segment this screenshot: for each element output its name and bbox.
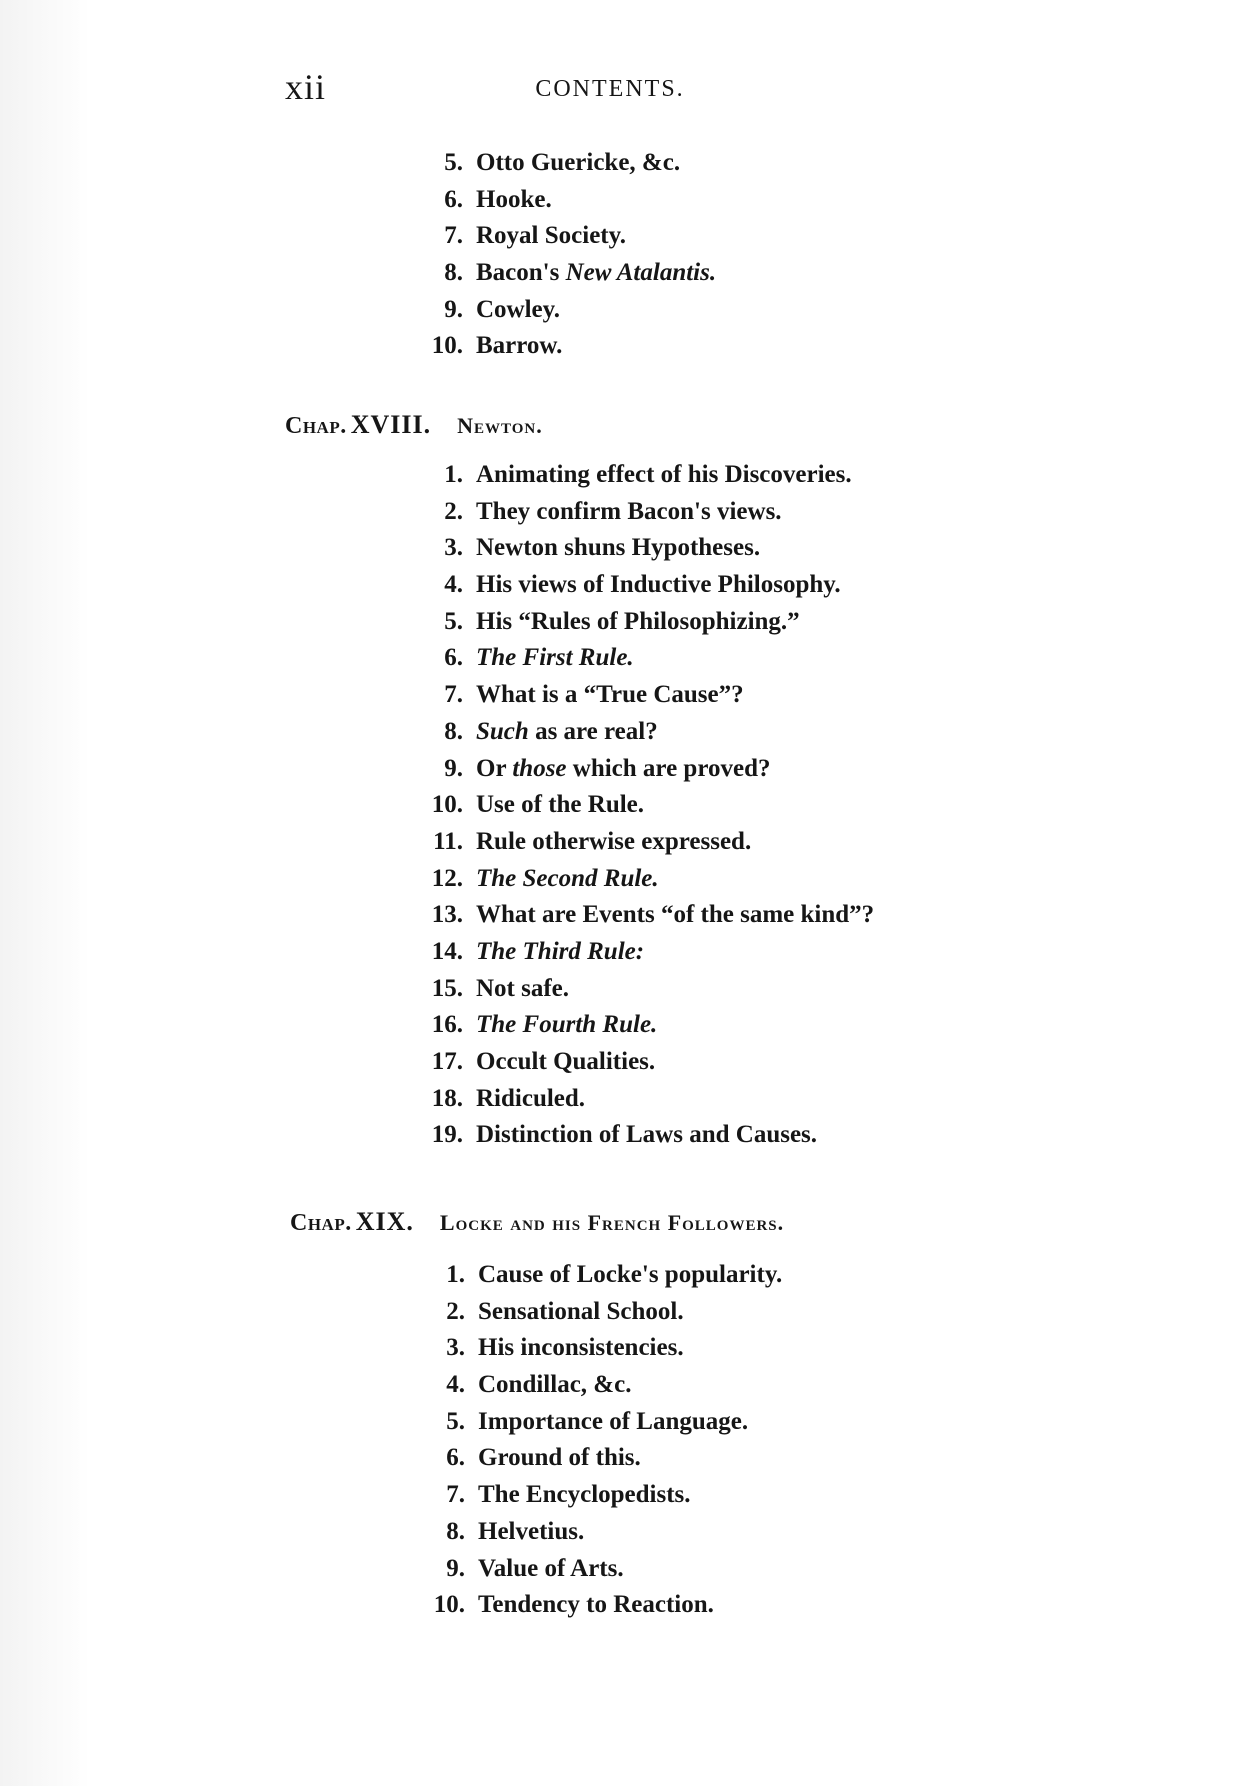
chapter-heading-19	[290, 1207, 784, 1237]
item-text: Tendency to Reaction.	[478, 1591, 714, 1619]
item-text: Ridiculed.	[476, 1084, 586, 1112]
chapter-label: Chap.	[285, 413, 347, 439]
item-text-plain: Bacon's	[476, 259, 566, 287]
item-number: 2.	[446, 1297, 465, 1325]
item-text: What are Events “of the same kind”?	[476, 901, 875, 929]
item-text: Cowley.	[476, 295, 561, 323]
item-text-italic: The Third Rule:	[476, 937, 645, 965]
item-text-italic: The First Rule.	[476, 644, 634, 672]
page-edge-shade	[0, 0, 90, 1786]
item-text: His inconsistencies.	[478, 1334, 684, 1362]
item-number: 18.	[431, 1084, 463, 1112]
item-text	[476, 861, 659, 898]
item-number: 5.	[444, 607, 463, 635]
chapter-numeral: XIX.	[355, 1207, 414, 1236]
item-text: Hooke.	[476, 185, 552, 213]
item-number: 5.	[444, 149, 463, 176]
item-number: 16.	[431, 1011, 463, 1039]
item-text: Barrow.	[476, 332, 563, 360]
item-text-italic: New Atalantis.	[565, 259, 717, 287]
item-number: 4.	[444, 571, 463, 599]
item-number: 3.	[444, 534, 463, 562]
item-number: 10.	[431, 332, 463, 360]
item-number: 13.	[431, 901, 463, 929]
item-number: 10.	[431, 791, 463, 819]
item-text: His views of Inductive Philosophy.	[476, 571, 841, 599]
item-text	[476, 255, 716, 292]
item-number: 7.	[446, 1481, 465, 1509]
item-text: Sensational School.	[478, 1297, 684, 1325]
item-text	[476, 714, 658, 751]
running-head: CONTENTS.	[535, 76, 685, 102]
page-number: xii	[285, 67, 327, 107]
chapter-title: Newton.	[457, 413, 543, 438]
item-text: Condillac, &c.	[478, 1371, 632, 1399]
item-text-italic: The Second Rule.	[476, 864, 659, 892]
item-text	[476, 1007, 657, 1044]
item-text: The Encyclopedists.	[478, 1481, 691, 1509]
item-number: 17.	[431, 1048, 463, 1075]
item-text: They confirm Bacon's views.	[476, 497, 782, 525]
item-number: 10.	[433, 1591, 465, 1619]
item-text: Newton shuns Hypotheses.	[476, 534, 761, 562]
item-number: 6.	[444, 185, 463, 213]
item-text: Importance of Language.	[478, 1407, 749, 1435]
item-text: Distinction of Laws and Causes.	[476, 1121, 818, 1149]
page-header	[285, 66, 805, 106]
item-text: Otto Guericke, &c.	[476, 149, 681, 176]
item-number: 9.	[446, 1554, 465, 1582]
item-text: Helvetius.	[478, 1517, 585, 1545]
item-number: 3.	[446, 1334, 465, 1362]
item-text	[476, 751, 770, 788]
item-text	[476, 934, 644, 971]
item-text: What is a “True Cause”?	[476, 681, 744, 709]
item-text: Occult Qualities.	[476, 1048, 656, 1075]
item-number: 9.	[444, 754, 463, 782]
item-text: Animating effect of his Discoveries.	[476, 461, 852, 488]
item-text: Not safe.	[476, 974, 570, 1002]
item-text: Ground of this.	[478, 1444, 641, 1472]
item-number: 1.	[446, 1261, 465, 1288]
item-text: Value of Arts.	[478, 1554, 624, 1582]
item-number: 5.	[446, 1407, 465, 1435]
item-text-plain: Or	[476, 754, 513, 782]
item-text: Rule otherwise expressed.	[476, 827, 752, 855]
item-number: 1.	[444, 461, 463, 488]
item-number: 8.	[444, 717, 463, 745]
item-text-italic: Such	[476, 717, 529, 745]
item-number: 9.	[444, 295, 463, 323]
item-text: Cause of Locke's popularity.	[478, 1261, 783, 1288]
item-number: 2.	[444, 497, 463, 525]
item-text-italic: those	[512, 754, 567, 782]
item-number: 14.	[431, 937, 463, 965]
chapter-numeral: XVIII.	[350, 410, 432, 439]
chapter-title: Locke and his French Followers.	[439, 1210, 785, 1235]
item-number: 12.	[431, 864, 463, 892]
chapter-heading-18	[285, 410, 543, 440]
item-number: 8.	[446, 1517, 465, 1545]
item-number: 15.	[431, 974, 463, 1002]
item-number: 7.	[444, 222, 463, 250]
item-text	[476, 640, 634, 677]
item-number: 7.	[444, 681, 463, 709]
item-text-plain: as are real?	[528, 717, 658, 745]
item-text: His “Rules of Philosophizing.”	[476, 607, 800, 635]
item-text: Use of the Rule.	[476, 791, 645, 819]
chapter-label: Chap.	[290, 1210, 352, 1236]
item-number: 6.	[444, 644, 463, 672]
item-number: 8.	[444, 259, 463, 287]
item-text-plain: which are proved?	[566, 754, 771, 782]
item-number: 11.	[433, 827, 463, 855]
item-number: 19.	[431, 1121, 463, 1149]
item-text-italic: The Fourth Rule.	[476, 1011, 658, 1039]
item-text: Royal Society.	[476, 222, 626, 250]
item-number: 4.	[446, 1371, 465, 1399]
item-number: 6.	[446, 1444, 465, 1472]
